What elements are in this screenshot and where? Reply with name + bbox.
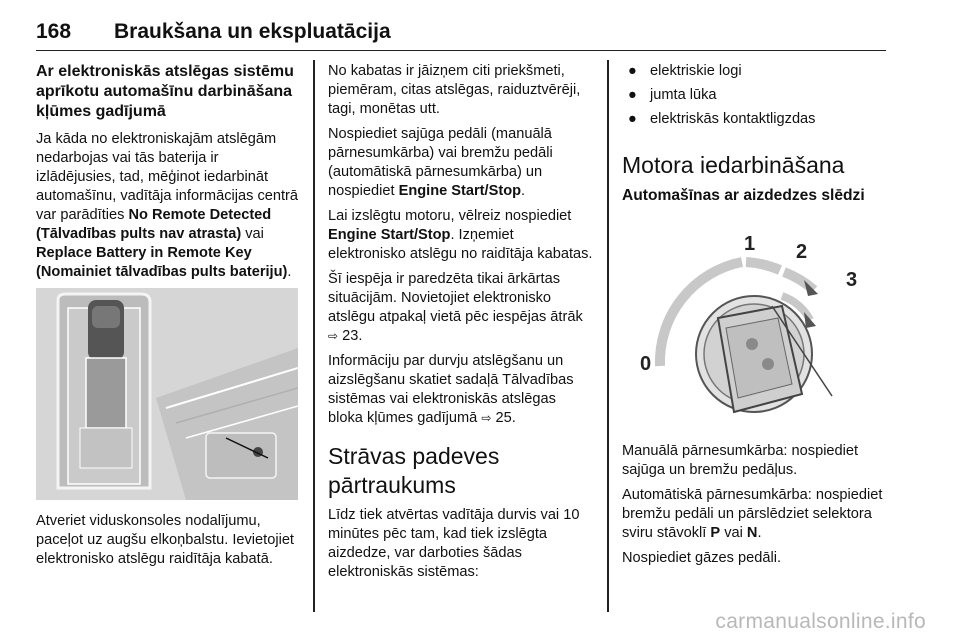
ignition-switch-illustration bbox=[622, 216, 884, 428]
bullet-icon: ● bbox=[628, 63, 637, 79]
column-left bbox=[36, 62, 298, 575]
bullet-icon: ● bbox=[628, 111, 637, 127]
button-name-engine-start: Engine Start/Stop bbox=[398, 183, 522, 199]
paragraph-switch-off: Lai izslēgtu motoru, vēlreiz nospiediet Engine Start/Stop. Izņemiet elektronisko atslēgu no raidītāja kabatas. bbox=[328, 208, 593, 262]
section-heading-power-off: Strāvas padeves pārtraukums bbox=[328, 443, 500, 498]
button-name-engine-stop: Engine Start/Stop bbox=[328, 227, 451, 243]
page-reference-icon: ⇨ bbox=[328, 329, 339, 343]
ignition-switch-figure bbox=[622, 216, 884, 428]
list-item: ● elektriskās kontaktligzdas bbox=[628, 111, 816, 127]
page-number: 168 bbox=[36, 20, 72, 43]
page-reference-23[interactable]: 23 bbox=[342, 328, 359, 344]
chapter-title: Braukšana un ekspluatācija bbox=[114, 20, 391, 43]
page-reference-icon: ⇨ bbox=[481, 411, 492, 425]
paragraph-door-locking-info: Informāciju par durvju atslēgšanu un aizslēgšanu skatiet sadaļā Tālvadības sistēmas vai elektroniskās atslēgas bloka kļūmes gadījumā ⇨ 25. bbox=[328, 353, 574, 426]
position-label-1: 1 bbox=[744, 233, 756, 255]
watermark: carmanualsonline.info bbox=[715, 610, 926, 633]
paragraph-key-failure: Ja kāda no elektroniskajām atslēgām nedarbojas vai tās baterija ir izlādējusies, tad, mēģinot iedarbināt automašīnu, vadītāja informācijas centrā var parādīties No Remote Detected (Tālvadības pults nav atrasta) vai Replace Battery in Remote Key (Nomainiet tālvadības pults bateriju). bbox=[36, 131, 299, 280]
paragraph-press-pedal: Nospiediet sajūga pedāli (manuālā pārnesumkārba) vai bremžu pedāli (automātiskā pārnesumkārba) un nospiediet Engine Start/Stop. bbox=[328, 126, 553, 199]
paragraph-manual-gearbox: Manuālā pārnesumkārba: nospiediet sajūga un bremžu pedāļus. bbox=[622, 443, 859, 478]
message-no-remote: No Remote Detected (Tālvadības pults nav atrasta) bbox=[36, 207, 272, 242]
retained-systems-list bbox=[622, 62, 892, 129]
page-reference-25[interactable]: 25 bbox=[495, 410, 512, 426]
section-heading-engine-start: Motora iedarbināšana bbox=[622, 152, 845, 178]
position-label-2: 2 bbox=[796, 241, 808, 263]
paragraph-remove-objects: No kabatas ir jāizņem citi priekšmeti, piemēram, citas atslēgas, raiduztvērēji, tagi, monētas utt. bbox=[328, 63, 581, 117]
position-label-3: 3 bbox=[846, 269, 858, 291]
selector-position-n: N bbox=[746, 525, 758, 541]
position-label-0: 0 bbox=[640, 353, 652, 375]
section-heading-emergency-start: Ar elektroniskās atslēgas sistēmu aprīkotu automašīnu darbināšana kļūmes gadījumā bbox=[36, 63, 294, 120]
bullet-icon: ● bbox=[628, 87, 637, 103]
column-middle bbox=[328, 62, 594, 588]
paragraph-accelerator: Nospiediet gāzes pedāli. bbox=[622, 550, 782, 566]
selector-position-p: P bbox=[710, 525, 721, 541]
console-pocket-photo bbox=[36, 288, 298, 500]
page-header bbox=[36, 12, 886, 51]
subsection-heading-ignition-switch: Automašīnas ar aizdedzes slēdzi bbox=[622, 187, 865, 204]
message-replace-battery: Replace Battery in Remote Key (Nomainiet tālvadības pults bateriju) bbox=[36, 245, 288, 280]
column-divider-1 bbox=[313, 60, 315, 612]
paragraph-retained-power: Līdz tiek atvērtas vadītāja durvis vai 10 minūtes pēc tam, kad tiek izslēgta aizdedze, var darboties šādas elektroniskās sistēmas: bbox=[328, 507, 580, 580]
paragraph-emergency-only: Šī iespēja ir paredzēta tikai ārkārtas situācijām. Novietojiet elektronisko atslēgu atpakaļ vietā pēc iespējas ātrāk ⇨ 23. bbox=[328, 271, 583, 344]
column-divider-2 bbox=[607, 60, 609, 612]
column-right bbox=[622, 62, 892, 574]
paragraph-automatic-gearbox: Automātiskā pārnesumkārba: nospiediet bremžu pedāli un pārslēdziet selektora sviru stāvoklī P vai N. bbox=[622, 487, 883, 541]
list-item: ● elektriskie logi bbox=[628, 63, 742, 79]
paragraph-open-console: Atveriet viduskonsoles nodalījumu, paceļot uz augšu elkoņbalstu. Ievietojiet elektronisko atslēgu raidītāja kabatā. bbox=[36, 513, 294, 567]
console-pocket-illustration bbox=[36, 288, 298, 500]
list-item: ● jumta lūka bbox=[628, 87, 717, 103]
